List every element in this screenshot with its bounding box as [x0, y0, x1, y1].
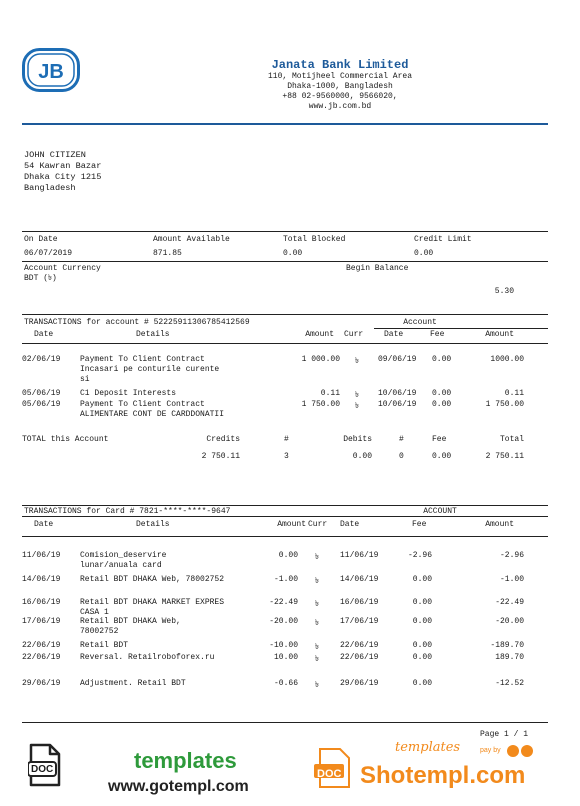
acct-count2-label: #	[399, 435, 404, 444]
card-row-amount: 0.00	[278, 551, 298, 560]
acct-row-curr: ৳	[355, 401, 359, 410]
card-row-details: Comision_deservire	[80, 551, 167, 560]
details-line: Payment To Client Contract	[80, 355, 205, 364]
acct-h-fee: Fee	[430, 330, 445, 339]
card-h-date2: Date	[340, 520, 360, 529]
card-row-details2: lunar/anuala card	[80, 561, 162, 570]
credit-limit-value: 0.00	[414, 249, 434, 258]
acct-h-date2: Date	[384, 330, 404, 339]
card-row-date2: 22/06/19	[340, 653, 379, 662]
summary-rule-top	[22, 231, 548, 232]
card-row-amount: -0.66	[273, 679, 298, 688]
card-row-date: 17/06/19	[22, 617, 61, 626]
acct-row-curr: ৳	[355, 390, 359, 399]
address-line: +88 02-9560000, 9566020,	[282, 92, 398, 101]
doc-orange-label: DOC	[317, 768, 342, 780]
acct-credits-value: 2 750.11	[201, 452, 240, 461]
card-row-date: 29/06/19	[22, 679, 61, 688]
total-blocked-value: 0.00	[283, 249, 303, 258]
card-row-date2: 17/06/19	[340, 617, 379, 626]
card-row-date: 16/06/19	[22, 598, 61, 607]
card-row-amount2: -20.00	[495, 617, 524, 626]
address-line: www.jb.com.bd	[308, 102, 372, 111]
card-row-curr: ৳	[315, 654, 319, 663]
acct-total-col-label: Total	[499, 435, 524, 444]
gotempl-url[interactable]: www.gotempl.com	[108, 778, 249, 795]
card-row-date2: 22/06/19	[340, 641, 379, 650]
credit-limit-label: Credit Limit	[414, 235, 472, 244]
card-row-curr: ৳	[315, 642, 319, 651]
acct-h-curr: Curr	[344, 330, 364, 339]
customer-country: Bangladesh	[24, 183, 76, 193]
footer-rule	[22, 722, 548, 723]
acct-row-amount2: 1000.00	[490, 355, 524, 364]
on-date-value: 06/07/2019	[24, 249, 73, 258]
doc-icon-label: DOC	[31, 764, 54, 775]
card-row-date: 11/06/19	[22, 551, 61, 560]
card-row-details2: CASA 1	[80, 608, 109, 617]
card-row-fee: -2.96	[407, 551, 432, 560]
address-line: 110, Motijheel Commercial Area	[267, 72, 413, 81]
card-row-details2: 78002752	[80, 627, 119, 636]
card-row-amount2: -2.96	[499, 551, 524, 560]
acct-row-date: 02/06/19	[22, 355, 61, 364]
card-row-fee: 0.00	[412, 641, 432, 650]
acct-row-date2: 10/06/19	[378, 400, 417, 409]
customer-city: Dhaka City 1215	[24, 172, 102, 182]
card-h-amount2: Amount	[485, 520, 514, 529]
acct-fee-value: 0.00	[432, 452, 452, 461]
currency-label: Account Currency	[24, 264, 101, 273]
card-row-amount2: -1.00	[499, 575, 524, 584]
acct-fee-label: Fee	[432, 435, 447, 444]
begin-balance-value: 5.30	[494, 287, 514, 296]
currency-value: BDT (৳)	[24, 274, 57, 283]
acct-count2-value: 0	[399, 452, 404, 461]
card-row-details: Retail BDT DHAKA MARKET EXPRES	[80, 598, 225, 607]
card-row-date2: 11/06/19	[340, 551, 379, 560]
acct-debits-value: 0.00	[352, 452, 372, 461]
acct-total-value: 2 750.11	[485, 452, 524, 461]
card-row-date2: 29/06/19	[340, 679, 379, 688]
acct-row-fee: 0.00	[432, 355, 452, 364]
card-tx-title: TRANSACTIONS for Card # 7821-****-****-9647	[24, 507, 231, 516]
bank-name: Janata Bank Limited	[271, 58, 409, 72]
customer-name: JOHN CITIZEN	[24, 150, 86, 160]
card-h-details: Details	[136, 520, 170, 529]
card-row-amount: -20.00	[269, 617, 298, 626]
card-row-amount: -1.00	[273, 575, 298, 584]
card-row-date: 22/06/19	[22, 653, 61, 662]
customer-street: 54 Kawran Bazar	[24, 161, 102, 171]
card-row-date2: 16/06/19	[340, 598, 379, 607]
acct-row-amount: 1 750.00	[301, 400, 340, 409]
page-number: Page 1 / 1	[480, 730, 529, 739]
card-h-fee: Fee	[412, 520, 427, 529]
card-row-details: Reversal. Retailroboforex.ru	[80, 653, 215, 662]
details-line: Payment To Client Contract	[80, 400, 205, 409]
logo-text: JB	[38, 61, 64, 83]
card-row-fee: 0.00	[412, 617, 432, 626]
bank-logo	[22, 48, 80, 92]
shotempl-brand[interactable]: Shotempl.com	[360, 762, 526, 789]
card-row-amount2: -189.70	[490, 641, 524, 650]
pay-by-label: pay by	[480, 747, 501, 754]
amount-available-value: 871.85	[153, 249, 182, 258]
card-row-fee: 0.00	[412, 575, 432, 584]
acct-row-amount2: 1 750.00	[485, 400, 524, 409]
card-row-curr: ৳	[315, 599, 319, 608]
acct-h-details: Details	[136, 330, 170, 339]
card-row-amount: -10.00	[269, 641, 298, 650]
card-row-date: 22/06/19	[22, 641, 61, 650]
templates-brand: templates	[134, 748, 237, 773]
details-line: si	[80, 375, 90, 384]
card-row-date2: 14/06/19	[340, 575, 379, 584]
details-line: Incasari pe conturile curente	[80, 365, 220, 374]
acct-credits-label: Credits	[206, 435, 240, 444]
acct-row-fee: 0.00	[432, 400, 452, 409]
paypal-icon	[521, 745, 533, 757]
card-row-date: 14/06/19	[22, 575, 61, 584]
script-templates: templates	[395, 740, 461, 755]
card-row-details: Retail BDT	[80, 641, 129, 650]
card-row-curr: ৳	[315, 552, 319, 561]
card-header-rule	[22, 536, 548, 537]
acct-row-date: 05/06/19	[22, 400, 61, 409]
total-blocked-label: Total Blocked	[283, 235, 346, 244]
card-row-fee: 0.00	[412, 679, 432, 688]
acct-h-amount: Amount	[305, 330, 334, 339]
card-row-fee: 0.00	[412, 598, 432, 607]
card-row-details: Adjustment. Retail BDT	[80, 679, 186, 688]
summary-rule-mid	[22, 261, 548, 262]
acct-count1-value: 3	[284, 452, 289, 461]
on-date-label: On Date	[24, 235, 58, 244]
acct-group-rule	[374, 328, 548, 329]
card-row-details: Retail BDT DHAKA Web, 78002752	[80, 575, 225, 584]
acct-row-curr: ৳	[355, 356, 359, 365]
card-h-curr: Curr	[308, 520, 328, 529]
acct-tx-title: TRANSACTIONS for account # 52225911306785412569	[24, 318, 250, 327]
acct-h-amount2: Amount	[485, 330, 514, 339]
acct-h-date: Date	[34, 330, 54, 339]
details-line: ALIMENTARE CONT DE CARDDONATII	[80, 410, 225, 419]
acct-row-amount: 1 000.00	[301, 355, 340, 364]
acct-total-label: TOTAL this Account	[22, 435, 109, 444]
acct-count1-label: #	[284, 435, 289, 444]
acct-group-label: Account	[403, 318, 437, 327]
customer-address	[24, 150, 101, 194]
acct-row-amount2: 0.11	[504, 389, 524, 398]
acct-row-details: C1 Deposit Interests	[80, 389, 177, 398]
card-row-curr: ৳	[315, 680, 319, 689]
acct-row-date2: 09/06/19	[378, 355, 417, 364]
acct-rule-top	[22, 314, 548, 315]
acct-row-details	[80, 400, 224, 420]
header-rule	[22, 123, 548, 125]
card-row-amount2: -12.52	[495, 679, 524, 688]
card-row-amount: -22.49	[269, 598, 298, 607]
card-row-fee: 0.00	[412, 653, 432, 662]
acct-debits-label: Debits	[343, 435, 372, 444]
begin-balance-label: Begin Balance	[346, 264, 409, 273]
address-line: Dhaka-1000, Bangladesh	[287, 82, 393, 91]
card-row-curr: ৳	[315, 576, 319, 585]
card-row-details: Retail BDT DHAKA Web,	[80, 617, 181, 626]
acct-row-details	[80, 355, 219, 385]
amount-available-label: Amount Available	[153, 235, 230, 244]
acct-header-rule	[22, 343, 548, 344]
card-h-amount: Amount	[277, 520, 306, 529]
acct-row-amount: 0.11	[320, 389, 340, 398]
card-row-curr: ৳	[315, 618, 319, 627]
card-h-date: Date	[34, 520, 54, 529]
card-rule-top	[22, 505, 548, 506]
acct-row-date: 05/06/19	[22, 389, 61, 398]
bank-address	[230, 72, 450, 112]
card-group-label: ACCOUNT	[423, 507, 457, 516]
acct-row-date2: 10/06/19	[378, 389, 417, 398]
acct-row-fee: 0.00	[432, 389, 452, 398]
bitcoin-icon	[507, 745, 519, 757]
card-row-amount: 10.00	[273, 653, 298, 662]
card-rule-title	[22, 516, 548, 517]
card-row-amount2: -22.49	[495, 598, 524, 607]
card-row-amount2: 189.70	[495, 653, 524, 662]
